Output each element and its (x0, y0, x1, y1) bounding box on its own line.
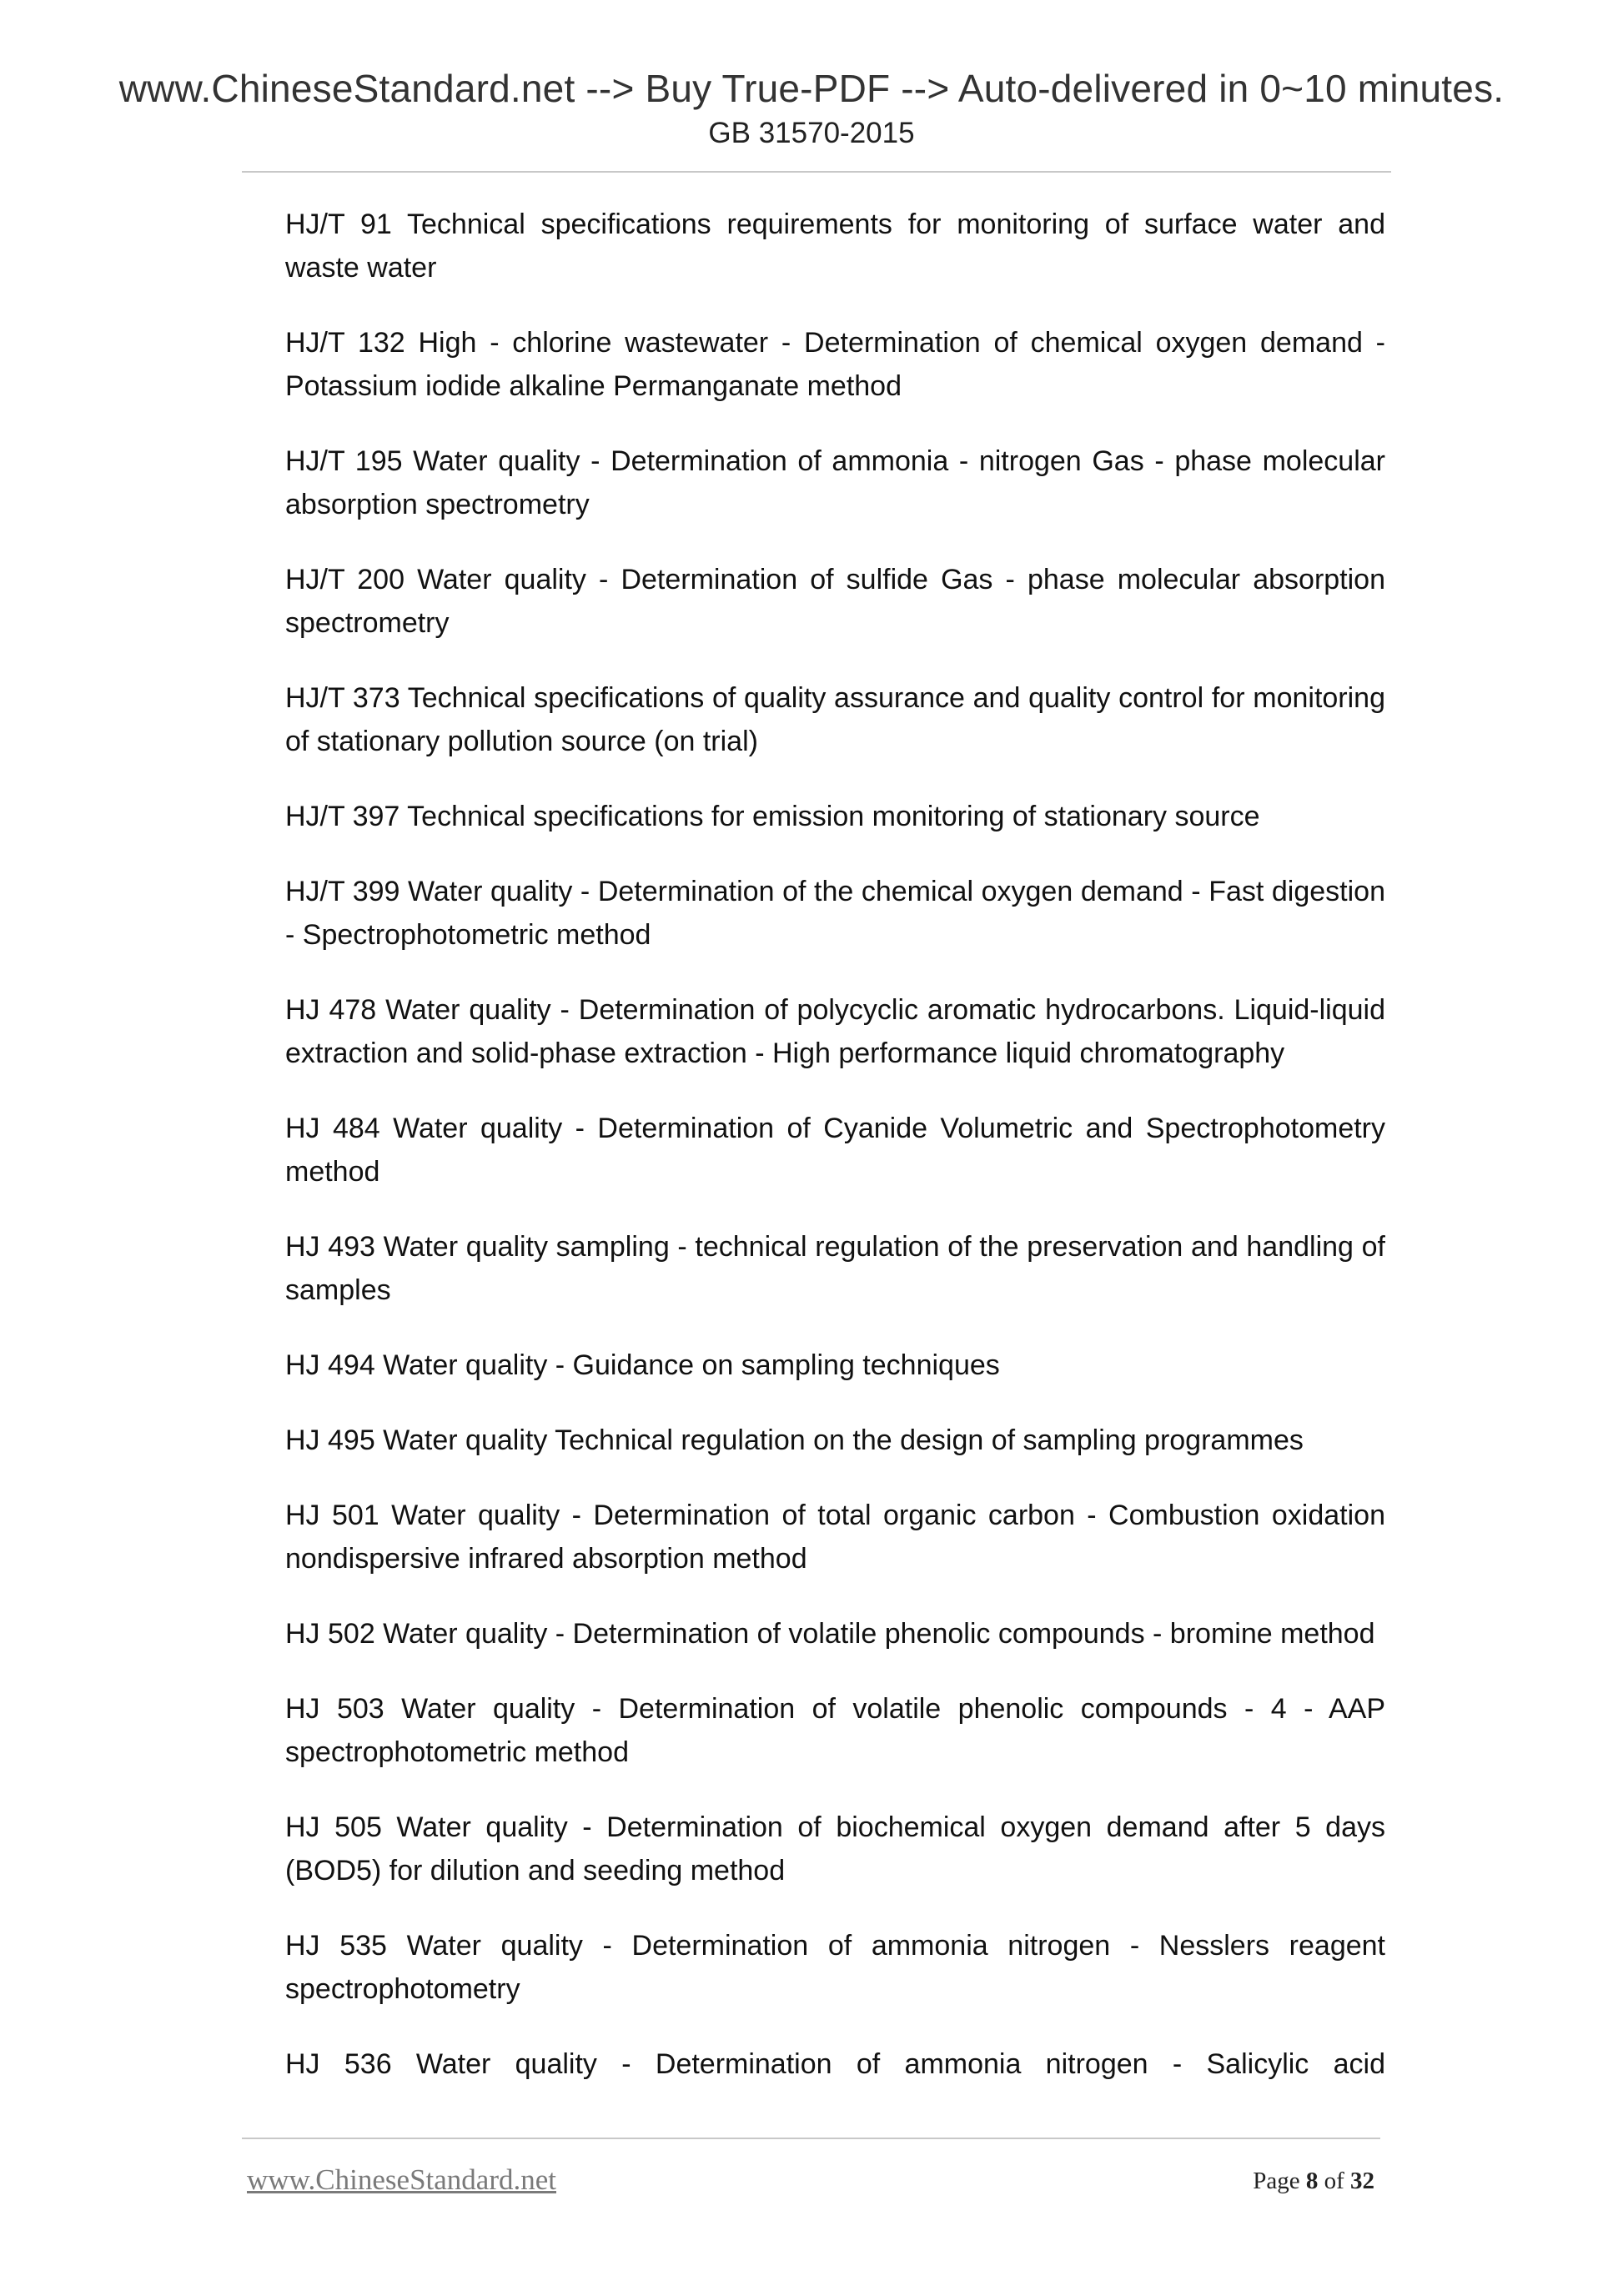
reference-item: HJ/T 399 Water quality - Determination of the chemical oxygen demand - Fast digestion - Spectrophotometric method (285, 876, 1385, 951)
reference-item: HJ 536 Water quality - Determination of ammonia nitrogen - Salicylic acid (285, 2048, 1385, 2080)
page-current: 8 (1305, 2168, 1319, 2194)
reference-item: HJ 501 Water quality - Determination of total organic carbon - Combustion oxidation nondispersive infrared absorption method (285, 1500, 1385, 1575)
page-total: 32 (1350, 2168, 1374, 2194)
header-banner: www.ChineseStandard.net --> Buy True-PDF --> Auto-delivered in 0~10 minutes. (118, 67, 1505, 110)
reference-item: HJ/T 373 Technical specifications of quality assurance and quality control for monitoring of stationary pollution source (on trial) (285, 682, 1385, 757)
reference-item: HJ 494 Water quality - Guidance on sampling techniques (285, 1349, 1000, 1381)
reference-item: HJ 478 Water quality - Determination of polycyclic aromatic hydrocarbons. Liquid-liquid extraction and solid-phase extraction - High performance liquid chromatography (285, 994, 1385, 1069)
reference-item: HJ 535 Water quality - Determination of ammonia nitrogen - Nesslers reagent spectrophotometry (285, 1930, 1385, 2005)
reference-item: HJ/T 195 Water quality - Determination of ammonia - nitrogen Gas - phase molecular absorption spectrometry (285, 445, 1385, 520)
reference-item: HJ 484 Water quality - Determination of Cyanide Volumetric and Spectrophotometry method (285, 1113, 1385, 1188)
reference-item: HJ/T 132 High - chlorine wastewater - Determination of chemical oxygen demand - Potassium iodide alkaline Permanganate method (285, 327, 1385, 402)
reference-item: HJ 503 Water quality - Determination of volatile phenolic compounds - 4 - AAP spectrophotometric method (285, 1693, 1385, 1768)
reference-item: HJ/T 200 Water quality - Determination of sulfide Gas - phase molecular absorption spectrometry (285, 564, 1385, 639)
standard-code: GB 31570-2015 (708, 117, 915, 149)
reference-item: HJ 495 Water quality Technical regulation on the design of sampling programmes (285, 1424, 1304, 1456)
footer-divider (242, 2138, 1380, 2139)
page-of: of (1324, 2168, 1344, 2194)
page-prefix: Page (1253, 2168, 1300, 2194)
reference-item: HJ/T 91 Technical specifications requirements for monitoring of surface water and waste water (285, 208, 1385, 284)
page-number (1253, 2164, 1374, 2198)
normative-references-list (285, 203, 1385, 2118)
header-divider (242, 171, 1391, 173)
reference-item: HJ/T 397 Technical specifications for emission monitoring of stationary source (285, 801, 1260, 832)
reference-item: HJ 493 Water quality sampling - technical regulation of the preservation and handling of samples (285, 1231, 1385, 1306)
reference-item: HJ 505 Water quality - Determination of biochemical oxygen demand after 5 days (BOD5) for dilution and seeding method (285, 1811, 1385, 1887)
footer-website-link[interactable]: www.ChineseStandard.net (247, 2163, 556, 2196)
reference-item: HJ 502 Water quality - Determination of volatile phenolic compounds - bromine method (285, 1618, 1375, 1650)
